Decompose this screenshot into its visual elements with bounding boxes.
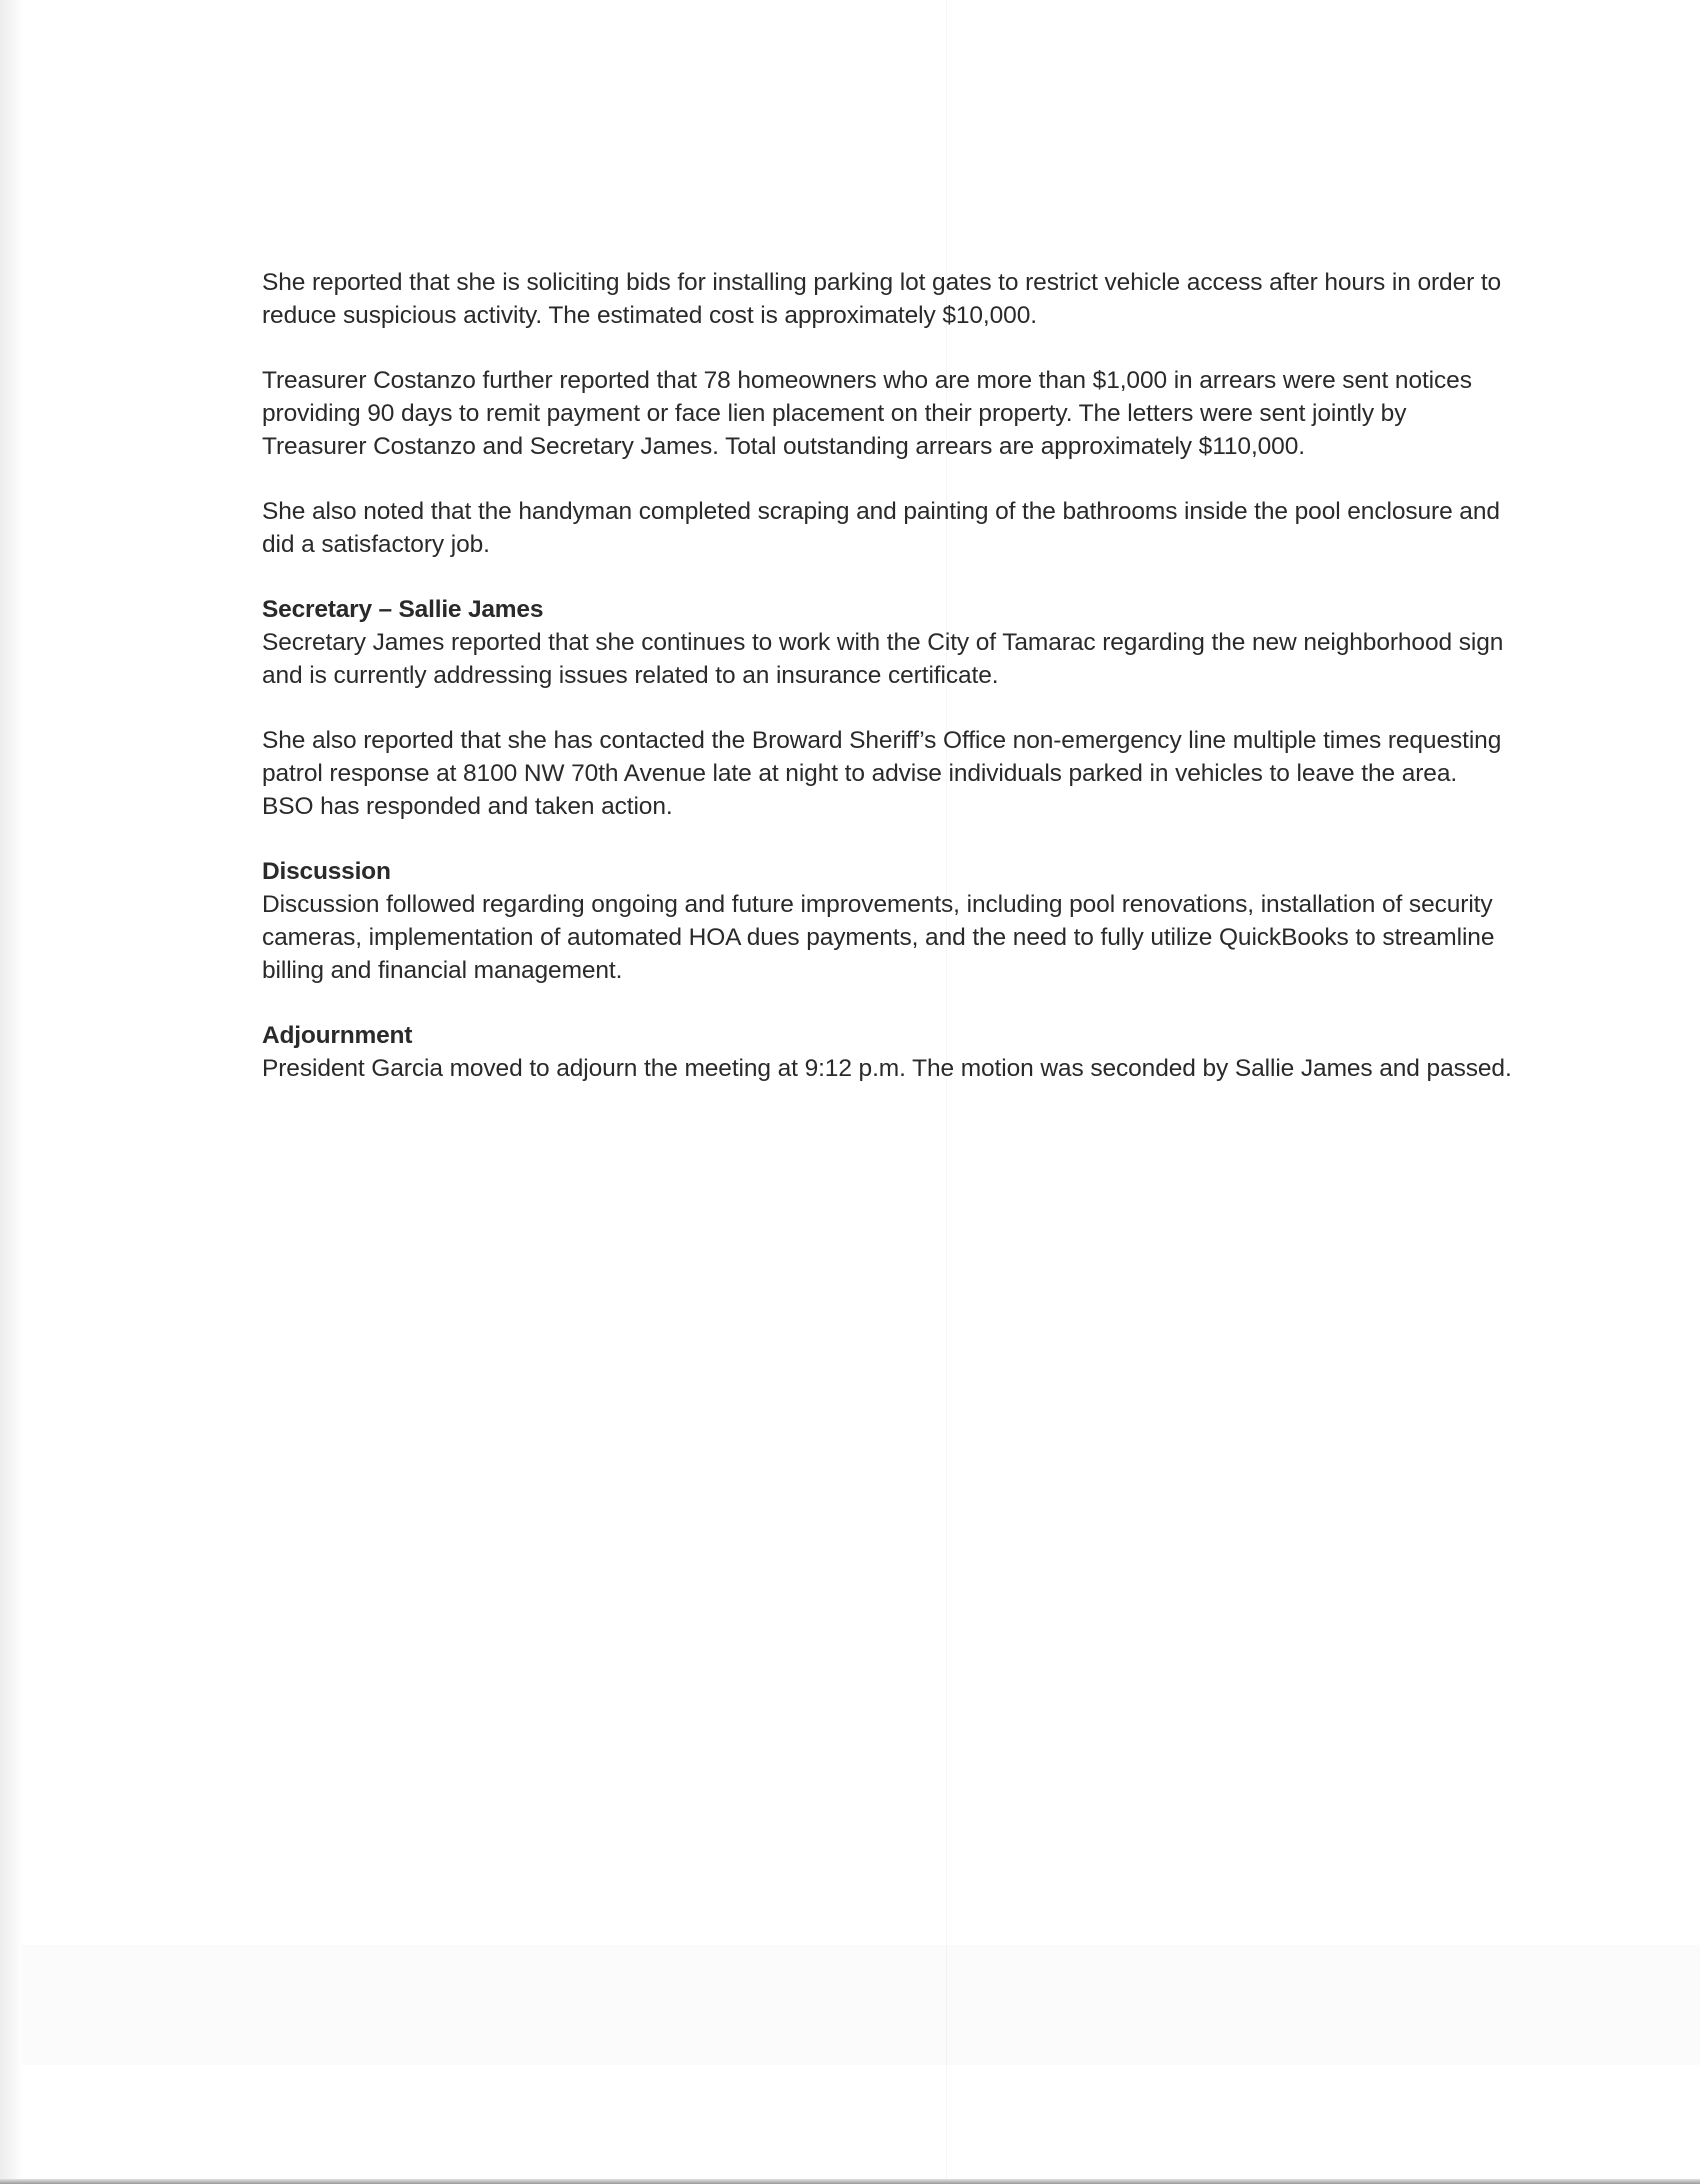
scan-bottom-shade xyxy=(22,1945,1700,2065)
paragraph-handyman: She also noted that the handyman completed scraping and painting of the bathrooms inside the pool enclosure and did a satisfactory job. xyxy=(262,498,1500,558)
paragraph-discussion: Discussion followed regarding ongoing and future improvements, including pool renovations, installation of security cameras, implementation of automated HOA dues payments, and the need to fully utilize QuickBooks to streamline billing and financial management. xyxy=(262,891,1495,984)
paragraph-bso-patrol: She also reported that she has contacted the Broward Sheriff’s Office non-emergency line multiple times requesting patrol response at 8100 NW 70th Avenue late at night to advise individuals parked in vehicles to leave the area. BSO has responded and taken action. xyxy=(262,727,1502,820)
secretary-section xyxy=(262,593,1512,823)
adjournment-heading: Adjournment xyxy=(262,1022,413,1049)
adjournment-section xyxy=(262,1019,1512,1085)
scan-bottom-edge xyxy=(0,2179,1700,2184)
paragraph-parking-gates: She reported that she is soliciting bids for installing parking lot gates to restrict vehicle access after hours in order to reduce suspicious activity. The estimated cost is approximately $10,000. xyxy=(262,269,1502,329)
discussion-section xyxy=(262,855,1512,987)
paragraph-adjournment: President Garcia moved to adjourn the meeting at 9:12 p.m. The motion was seconded by Sallie James and passed. xyxy=(262,1055,1512,1082)
scan-left-edge xyxy=(0,0,22,2184)
discussion-heading: Discussion xyxy=(262,858,391,885)
paragraph-neighborhood-sign: Secretary James reported that she continues to work with the City of Tamarac regarding the new neighborhood sign and is currently addressing issues related to an insurance certificate. xyxy=(262,629,1504,689)
paragraph-arrears-notices: Treasurer Costanzo further reported that 78 homeowners who are more than $1,000 in arrears were sent notices providing 90 days to remit payment or face lien placement on their property. The letters were sent jointly by Treasurer Costanzo and Secretary James. Total outstanding arrears are approximately $110,000. xyxy=(262,367,1472,460)
document-page xyxy=(262,266,1512,1117)
secretary-heading: Secretary – Sallie James xyxy=(262,596,544,623)
